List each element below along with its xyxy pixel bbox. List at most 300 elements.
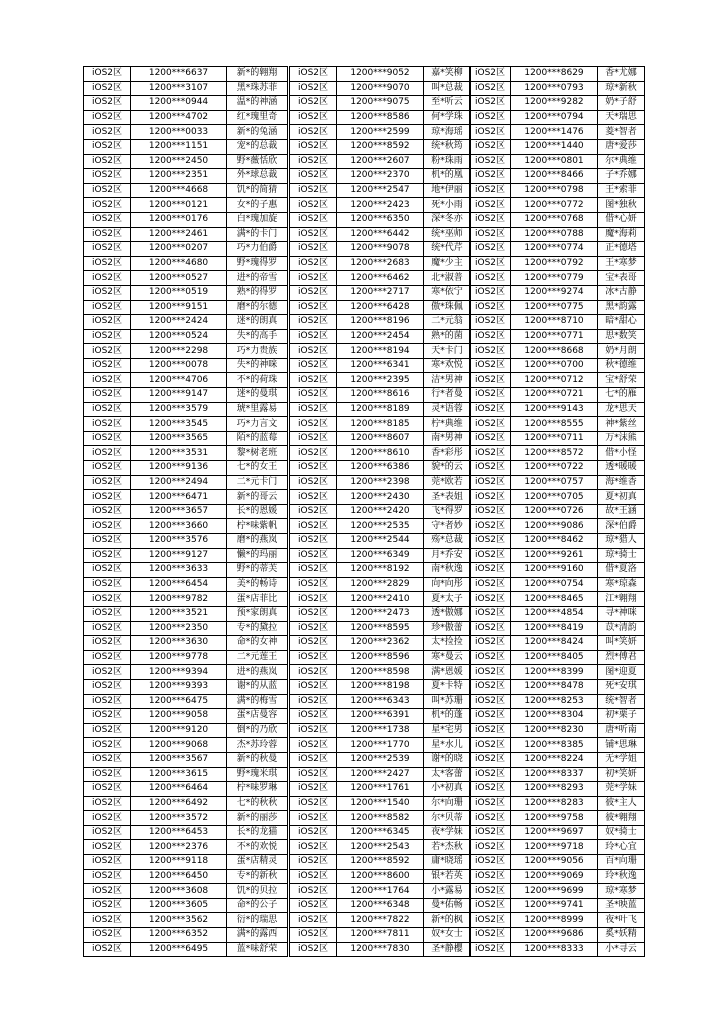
nickname-cell: 小*露易 [424, 884, 471, 899]
server-cell: iOS2区 [290, 840, 337, 855]
table-row [470, 125, 645, 140]
account-cell: 1200***2410 [337, 592, 424, 607]
table-row [84, 344, 288, 359]
server-cell: iOS2区 [290, 373, 337, 388]
server-cell: iOS2区 [84, 285, 131, 300]
server-cell: iOS2区 [470, 446, 511, 461]
server-cell: iOS2区 [84, 767, 131, 782]
table-row [290, 796, 471, 811]
server-cell: iOS2区 [290, 388, 337, 403]
nickname-cell: 奴*女士 [424, 928, 471, 943]
table-row [290, 329, 471, 344]
account-cell: 1200***0771 [511, 329, 598, 344]
account-cell: 1200***8185 [337, 417, 424, 432]
server-cell: iOS2区 [470, 402, 511, 417]
server-cell: iOS2区 [470, 198, 511, 213]
account-cell: 1200***8616 [337, 388, 424, 403]
nickname-cell: 玲*秋逸 [598, 869, 645, 884]
table-row [470, 709, 645, 724]
server-cell: iOS2区 [84, 825, 131, 840]
nickname-cell: 巧*力伯爵 [227, 242, 288, 257]
server-cell: iOS2区 [470, 811, 511, 826]
server-cell: iOS2区 [470, 869, 511, 884]
nickname-cell: 长*的龙猫 [227, 825, 288, 840]
server-cell: iOS2区 [84, 577, 131, 592]
nickname-cell: 尔*典维 [598, 154, 645, 169]
server-cell: iOS2区 [470, 534, 511, 549]
nickname-cell: 美*的畅诗 [227, 577, 288, 592]
account-cell: 1200***9078 [337, 242, 424, 257]
table-row [290, 139, 471, 154]
account-cell: 1200***6348 [337, 898, 424, 913]
nickname-cell: 初*栗子 [598, 709, 645, 724]
nickname-cell: 唐*听南 [598, 723, 645, 738]
nickname-cell: 蛋*店曼容 [227, 709, 288, 724]
server-cell: iOS2区 [84, 636, 131, 651]
account-cell: 1200***2829 [337, 577, 424, 592]
table-row [290, 825, 471, 840]
server-cell: iOS2区 [84, 461, 131, 476]
table-row [470, 825, 645, 840]
nickname-cell: 唐*爱莎 [598, 139, 645, 154]
table-row [290, 811, 471, 826]
account-cell: 1200***3633 [131, 563, 227, 578]
server-cell: iOS2区 [470, 242, 511, 257]
server-cell: iOS2区 [470, 636, 511, 651]
server-cell: iOS2区 [470, 621, 511, 636]
account-cell: 1200***8424 [511, 636, 598, 651]
server-cell: iOS2区 [470, 913, 511, 928]
nickname-cell: 思*数笑 [598, 329, 645, 344]
table-row [84, 650, 288, 665]
table-row [470, 358, 645, 373]
server-cell: iOS2区 [290, 417, 337, 432]
table-row [84, 636, 288, 651]
server-cell: iOS2区 [290, 884, 337, 899]
account-cell: 1200***8405 [511, 650, 598, 665]
table-row [290, 446, 471, 461]
account-cell: 1200***8385 [511, 738, 598, 753]
nickname-cell: 飞*得罗 [424, 504, 471, 519]
nickname-cell: 玲*心宜 [598, 840, 645, 855]
server-cell: iOS2区 [290, 577, 337, 592]
nickname-cell: 傲*珠佩 [424, 300, 471, 315]
nickname-cell: 蛋*店精灵 [227, 855, 288, 870]
table-row [84, 709, 288, 724]
server-cell: iOS2区 [84, 490, 131, 505]
server-cell: iOS2区 [290, 81, 337, 96]
nickname-cell: 巧*力贵族 [227, 344, 288, 359]
account-cell: 1200***3657 [131, 504, 227, 519]
server-cell: iOS2区 [84, 67, 131, 82]
nickname-cell: 陌*的蓝莓 [227, 431, 288, 446]
account-cell: 1200***2607 [337, 154, 424, 169]
nickname-cell: 满*的梅雪 [227, 694, 288, 709]
prize-table-3 [469, 66, 645, 957]
account-cell: 1200***6454 [131, 577, 227, 592]
server-cell: iOS2区 [470, 942, 511, 957]
table-row [84, 679, 288, 694]
nickname-cell: 宠*的总裁 [227, 139, 288, 154]
server-cell: iOS2区 [470, 271, 511, 286]
account-cell: 1200***0711 [511, 431, 598, 446]
table-row [84, 431, 288, 446]
server-cell: iOS2区 [470, 782, 511, 797]
server-cell: iOS2区 [290, 782, 337, 797]
table-row [470, 461, 645, 476]
nickname-cell: 蛋*店菲比 [227, 592, 288, 607]
account-cell: 1200***8198 [337, 679, 424, 694]
nickname-cell: 百*向珊 [598, 855, 645, 870]
server-cell: iOS2区 [470, 884, 511, 899]
server-cell: iOS2区 [470, 227, 511, 242]
table-row [84, 256, 288, 271]
nickname-cell: 嘉*笑柳 [424, 67, 471, 82]
server-cell: iOS2区 [290, 796, 337, 811]
server-cell: iOS2区 [84, 928, 131, 943]
server-cell: iOS2区 [290, 154, 337, 169]
table-row [290, 884, 471, 899]
table-row [84, 548, 288, 563]
table-row [84, 563, 288, 578]
account-cell: 1200***3565 [131, 431, 227, 446]
server-cell: iOS2区 [290, 67, 337, 82]
nickname-cell: 奚*妖精 [598, 928, 645, 943]
server-cell: iOS2区 [470, 752, 511, 767]
server-cell: iOS2区 [470, 212, 511, 227]
table-row [84, 154, 288, 169]
table-row [470, 504, 645, 519]
server-cell: iOS2区 [290, 548, 337, 563]
table-row [290, 169, 471, 184]
server-cell: iOS2区 [290, 621, 337, 636]
server-cell: iOS2区 [470, 592, 511, 607]
table-row [290, 490, 471, 505]
account-cell: 1200***0700 [511, 358, 598, 373]
account-cell: 1200***0779 [511, 271, 598, 286]
account-cell: 1200***3545 [131, 417, 227, 432]
account-cell: 1200***9151 [131, 300, 227, 315]
nickname-cell: 深*冬亦 [424, 212, 471, 227]
server-cell: iOS2区 [470, 928, 511, 943]
account-cell: 1200***1738 [337, 723, 424, 738]
nickname-cell: 谢*的晓 [424, 752, 471, 767]
account-cell: 1200***9068 [131, 738, 227, 753]
server-cell: iOS2区 [290, 504, 337, 519]
table-row [84, 67, 288, 82]
nickname-cell: 彼*主人 [598, 796, 645, 811]
server-cell: iOS2区 [290, 110, 337, 125]
nickname-cell: 苡*清韵 [598, 621, 645, 636]
account-cell: 1200***9686 [511, 928, 598, 943]
server-cell: iOS2区 [290, 913, 337, 928]
server-cell: iOS2区 [84, 723, 131, 738]
server-cell: iOS2区 [84, 796, 131, 811]
server-cell: iOS2区 [470, 154, 511, 169]
table-row [84, 329, 288, 344]
nickname-cell: 新*的翱翔 [227, 67, 288, 82]
nickname-cell: 奶*子舒 [598, 96, 645, 111]
account-cell: 1200***2424 [131, 315, 227, 330]
table-row [470, 796, 645, 811]
server-cell: iOS2区 [470, 679, 511, 694]
account-cell: 1200***8598 [337, 665, 424, 680]
account-cell: 1200***0078 [131, 358, 227, 373]
nickname-cell: 借*心妍 [598, 212, 645, 227]
nickname-cell: 王*索菲 [598, 183, 645, 198]
nickname-cell: 庸*晓瑶 [424, 855, 471, 870]
nickname-cell: 叫*笑妍 [598, 636, 645, 651]
table-row [470, 271, 645, 286]
table-row [290, 577, 471, 592]
server-cell: iOS2区 [290, 329, 337, 344]
server-cell: iOS2区 [290, 431, 337, 446]
table-row [290, 344, 471, 359]
server-cell: iOS2区 [84, 782, 131, 797]
account-cell: 1200***2539 [337, 752, 424, 767]
nickname-cell: 殇*总裁 [424, 534, 471, 549]
table-row [290, 110, 471, 125]
account-cell: 1200***4680 [131, 256, 227, 271]
server-cell: iOS2区 [84, 154, 131, 169]
table-row [470, 621, 645, 636]
account-cell: 1200***9147 [131, 388, 227, 403]
server-cell: iOS2区 [470, 840, 511, 855]
server-cell: iOS2区 [84, 329, 131, 344]
table-row [84, 840, 288, 855]
table-row [290, 592, 471, 607]
account-cell: 1200***0754 [511, 577, 598, 592]
nickname-cell: 借*小怪 [598, 446, 645, 461]
table-row [290, 767, 471, 782]
table-row [470, 446, 645, 461]
nickname-cell: 王*寒梦 [598, 256, 645, 271]
table-row [84, 373, 288, 388]
account-cell: 1200***9070 [337, 81, 424, 96]
server-cell: iOS2区 [290, 315, 337, 330]
table-row [290, 913, 471, 928]
account-cell: 1200***2547 [337, 183, 424, 198]
account-cell: 1200***8283 [511, 796, 598, 811]
table-row [470, 373, 645, 388]
account-cell: 1200***9282 [511, 96, 598, 111]
nickname-cell: 初*笑妍 [598, 767, 645, 782]
server-cell: iOS2区 [470, 475, 511, 490]
account-cell: 1200***1440 [511, 139, 598, 154]
server-cell: iOS2区 [470, 344, 511, 359]
account-cell: 1200***1151 [131, 139, 227, 154]
nickname-cell: 江*翱翔 [598, 592, 645, 607]
table-row [290, 898, 471, 913]
nickname-cell: 死*安琪 [598, 679, 645, 694]
server-cell: iOS2区 [84, 344, 131, 359]
table-row [290, 650, 471, 665]
table-row [470, 884, 645, 899]
table-row [84, 519, 288, 534]
server-cell: iOS2区 [84, 534, 131, 549]
account-cell: 1200***8478 [511, 679, 598, 694]
account-cell: 1200***1476 [511, 125, 598, 140]
account-cell: 1200***2543 [337, 840, 424, 855]
table-row [290, 300, 471, 315]
nickname-cell: 机*的蓬 [424, 709, 471, 724]
nickname-cell: 行*者曼 [424, 388, 471, 403]
table-row [290, 782, 471, 797]
nickname-cell: 透*傲娜 [424, 606, 471, 621]
nickname-cell: 野*瑰得罗 [227, 256, 288, 271]
server-cell: iOS2区 [84, 869, 131, 884]
account-cell: 1200***3579 [131, 402, 227, 417]
account-cell: 1200***4706 [131, 373, 227, 388]
nickname-cell: 夜*叶飞 [598, 913, 645, 928]
account-cell: 1200***8230 [511, 723, 598, 738]
table-row [290, 373, 471, 388]
nickname-cell: 温*的神涵 [227, 96, 288, 111]
account-cell: 1200***8582 [337, 811, 424, 826]
nickname-cell: 白*瑰加旋 [227, 212, 288, 227]
table-row [290, 285, 471, 300]
nickname-cell: 失*的神咪 [227, 358, 288, 373]
server-cell: iOS2区 [84, 811, 131, 826]
server-cell: iOS2区 [290, 811, 337, 826]
account-cell: 1200***8592 [337, 855, 424, 870]
server-cell: iOS2区 [470, 577, 511, 592]
server-cell: iOS2区 [470, 796, 511, 811]
nickname-cell: 彼*翱翔 [598, 811, 645, 826]
table-row [84, 913, 288, 928]
account-cell: 1200***6492 [131, 796, 227, 811]
nickname-cell: 黎*树老班 [227, 446, 288, 461]
nickname-cell: 小*初真 [424, 782, 471, 797]
table-row [470, 679, 645, 694]
server-cell: iOS2区 [470, 67, 511, 82]
table-row [84, 738, 288, 753]
server-cell: iOS2区 [84, 81, 131, 96]
table-row [290, 475, 471, 490]
nickname-cell: 图*迎夏 [598, 665, 645, 680]
table-row [84, 110, 288, 125]
nickname-cell: 叫*总裁 [424, 81, 471, 96]
nickname-cell: 熟*的得罗 [227, 285, 288, 300]
nickname-cell: 七*的雁 [598, 388, 645, 403]
nickname-cell: 命*的女神 [227, 636, 288, 651]
nickname-cell: 二*元翁 [424, 315, 471, 330]
table-row [470, 154, 645, 169]
nickname-cell: 女*的子惠 [227, 198, 288, 213]
account-cell: 1200***8572 [511, 446, 598, 461]
table-row [290, 315, 471, 330]
account-cell: 1200***8194 [337, 344, 424, 359]
account-cell: 1200***8596 [337, 650, 424, 665]
table-row [470, 242, 645, 257]
nickname-cell: 懒*的玛丽 [227, 548, 288, 563]
table-row [470, 402, 645, 417]
account-cell: 1200***9052 [337, 67, 424, 82]
table-row [470, 534, 645, 549]
nickname-cell: 谢*的从蓝 [227, 679, 288, 694]
server-cell: iOS2区 [84, 256, 131, 271]
account-cell: 1200***8189 [337, 402, 424, 417]
account-cell: 1200***8304 [511, 709, 598, 724]
account-cell: 1200***3531 [131, 446, 227, 461]
nickname-cell: 琼*猎人 [598, 534, 645, 549]
nickname-cell: 秋*德维 [598, 358, 645, 373]
account-cell: 1200***6462 [337, 271, 424, 286]
table-row [470, 329, 645, 344]
nickname-cell: 暗*甜心 [598, 315, 645, 330]
nickname-cell: 七*的秋秋 [227, 796, 288, 811]
table-row [84, 402, 288, 417]
table-row [84, 928, 288, 943]
nickname-cell: 神*紫丝 [598, 417, 645, 432]
table-row [84, 388, 288, 403]
server-cell: iOS2区 [84, 898, 131, 913]
nickname-cell: 透*暖暖 [598, 461, 645, 476]
table-row [470, 139, 645, 154]
account-cell: 1200***0794 [511, 110, 598, 125]
account-cell: 1200***3107 [131, 81, 227, 96]
account-cell: 1200***2362 [337, 636, 424, 651]
server-cell: iOS2区 [84, 96, 131, 111]
account-cell: 1200***9718 [511, 840, 598, 855]
account-cell: 1200***9741 [511, 898, 598, 913]
account-cell: 1200***0207 [131, 242, 227, 257]
table-row [290, 855, 471, 870]
table-row [470, 256, 645, 271]
nickname-cell: 新*的丽莎 [227, 811, 288, 826]
nickname-cell: 夏*初真 [598, 490, 645, 505]
account-cell: 1200***8600 [337, 869, 424, 884]
table-row [290, 752, 471, 767]
account-cell: 1200***2535 [337, 519, 424, 534]
nickname-cell: 图*独秋 [598, 198, 645, 213]
nickname-cell: 珍*傲蕾 [424, 621, 471, 636]
account-cell: 1200***2351 [131, 169, 227, 184]
account-cell: 1200***6464 [131, 782, 227, 797]
server-cell: iOS2区 [470, 825, 511, 840]
table-row [290, 388, 471, 403]
server-cell: iOS2区 [470, 96, 511, 111]
server-cell: iOS2区 [84, 504, 131, 519]
nickname-cell: 月*乔安 [424, 548, 471, 563]
account-cell: 1200***6350 [337, 212, 424, 227]
table-row [84, 782, 288, 797]
table-row [84, 242, 288, 257]
nickname-cell: 命*的公子 [227, 898, 288, 913]
table-row [84, 461, 288, 476]
nickname-cell: 夏*太子 [424, 592, 471, 607]
nickname-cell: 进*的帝雪 [227, 271, 288, 286]
table-row [84, 81, 288, 96]
table-row [290, 869, 471, 884]
table-row [470, 782, 645, 797]
server-cell: iOS2区 [290, 519, 337, 534]
table-row [470, 81, 645, 96]
server-cell: iOS2区 [470, 694, 511, 709]
server-cell: iOS2区 [84, 169, 131, 184]
account-cell: 1200***2461 [131, 227, 227, 242]
account-cell: 1200***8333 [511, 942, 598, 957]
table-row [470, 563, 645, 578]
nickname-cell: 烈*傅君 [598, 650, 645, 665]
server-cell: iOS2区 [290, 636, 337, 651]
server-cell: iOS2区 [290, 694, 337, 709]
account-cell: 1200***2430 [337, 490, 424, 505]
nickname-cell: 寒*曼云 [424, 650, 471, 665]
nickname-cell: 机*的凰 [424, 169, 471, 184]
account-cell: 1200***8466 [511, 169, 598, 184]
server-cell: iOS2区 [290, 942, 337, 957]
